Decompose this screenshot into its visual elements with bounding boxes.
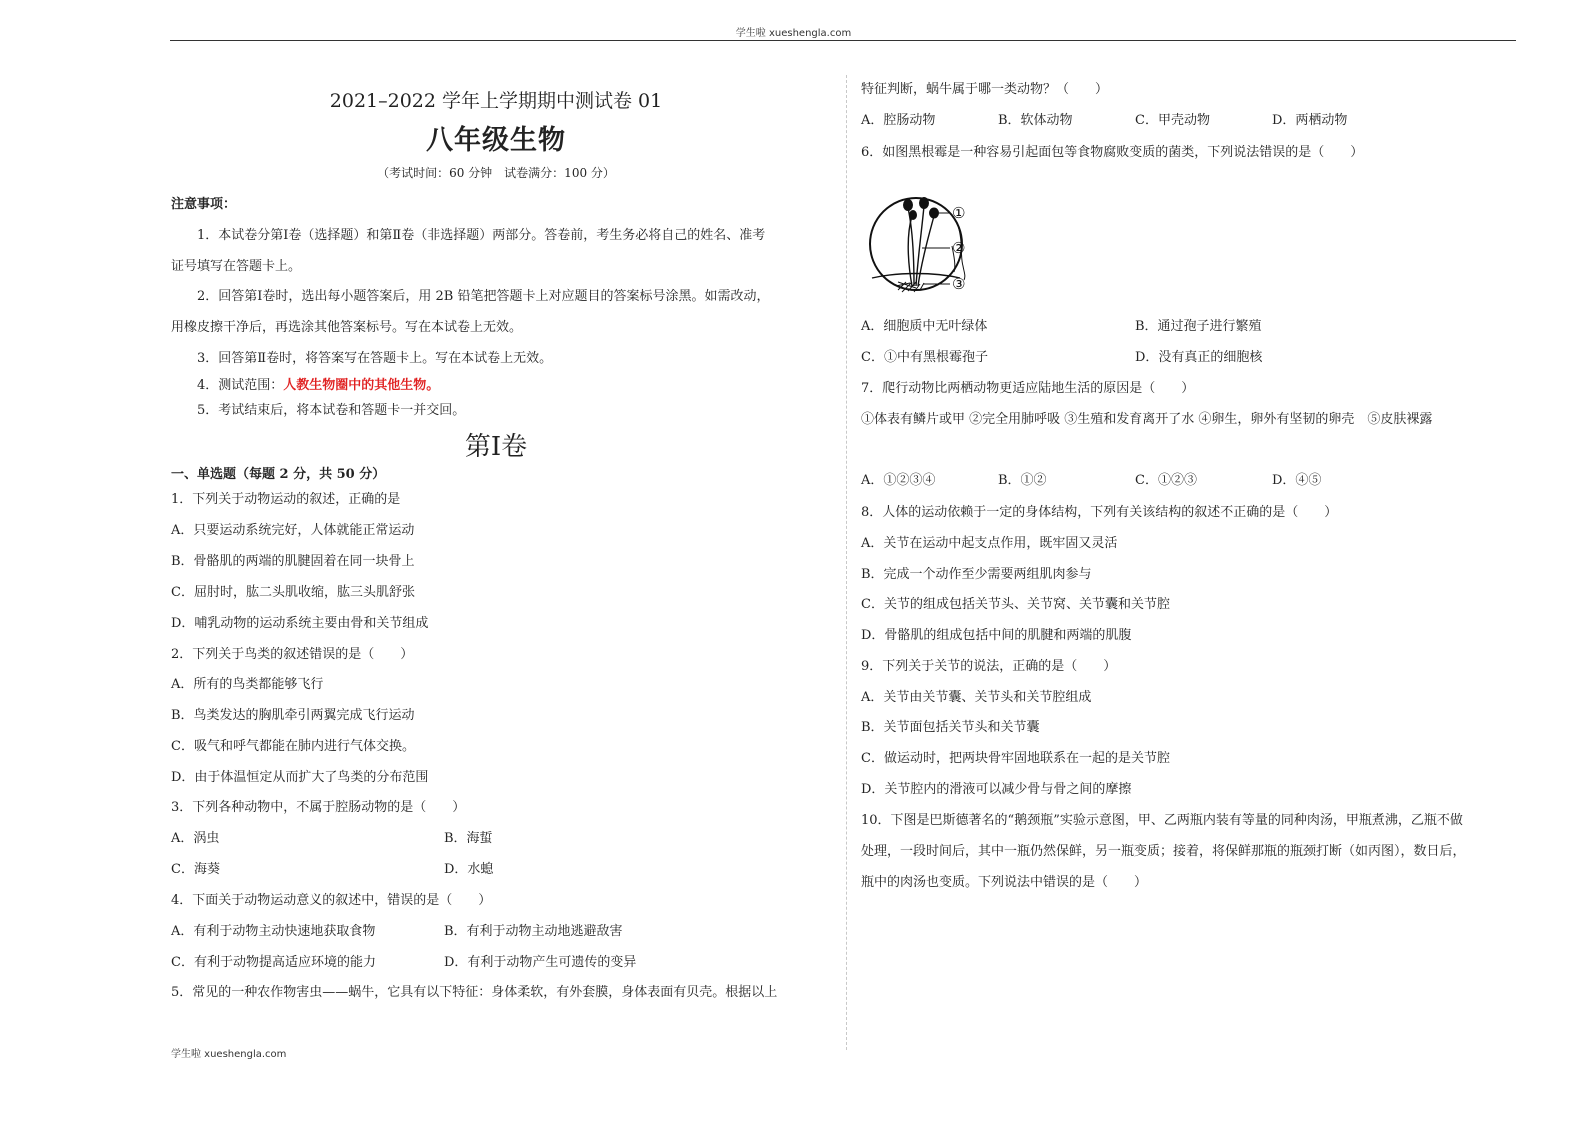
question-7-items: ①体表有鳞片或甲 ②完全用肺呼吸 ③生殖和发育离开了水 ④卵生，卵外有坚韧的卵壳 ⑤皮肤裸露 bbox=[861, 412, 1433, 427]
question-1-option-b: B．骨骼肌的两端的肌腱固着在同一块骨上 bbox=[171, 554, 415, 569]
paper-meta: （考试时间：60 分钟 试卷满分：100 分） bbox=[377, 166, 615, 180]
notes-heading: 注意事项： bbox=[171, 197, 237, 212]
volume-title: 第Ⅰ卷 bbox=[464, 432, 528, 462]
question-4-option-d: D．有利于动物产生可遗传的变异 bbox=[444, 955, 637, 970]
note-scope bbox=[197, 378, 439, 394]
question-1-stem: 1．下列关于动物运动的叙述，正确的是 bbox=[171, 492, 401, 507]
note-item: 5．考试结束后，将本试卷和答题卡一并交回。 bbox=[197, 403, 466, 418]
question-2-option-c: C．吸气和呼气都能在肺内进行气体交换。 bbox=[171, 739, 415, 754]
fig-label-2: ② bbox=[952, 239, 966, 257]
question-5-option-d: D．两栖动物 bbox=[1272, 113, 1348, 128]
question-5-option-b: B．软体动物 bbox=[998, 113, 1073, 128]
question-6-option-b: B．通过孢子进行繁殖 bbox=[1135, 319, 1262, 334]
question-4-option-a: A．有利于动物主动快速地获取食物 bbox=[171, 924, 376, 939]
question-2-option-d: D．由于体温恒定从而扩大了鸟类的分布范围 bbox=[171, 770, 429, 785]
question-2-stem: 2．下列关于鸟类的叙述错误的是（ ） bbox=[171, 647, 414, 662]
header-site: 学生啦 xueshengla.com bbox=[735, 28, 852, 39]
question-5-option-c: C．甲壳动物 bbox=[1135, 113, 1210, 128]
question-8-option-d: D．骨骼肌的组成包括中间的肌腱和两端的肌腹 bbox=[861, 628, 1132, 643]
fig-label-1: ① bbox=[952, 204, 966, 222]
question-3-option-a: A．涡虫 bbox=[171, 831, 220, 846]
question-7-option-b: B．①② bbox=[998, 473, 1047, 488]
question-8-option-c: C．关节的组成包括关节头、关节窝、关节囊和关节腔 bbox=[861, 597, 1170, 612]
rhizopus-diagram bbox=[868, 186, 993, 306]
note-item: 2．回答第Ⅰ卷时，选出每小题答案后，用 2B 铅笔把答题卡上对应题目的答案标号涂黑。如需改动， bbox=[197, 289, 770, 304]
question-8-stem: 8．人体的运动依赖于一定的身体结构，下列有关该结构的叙述不正确的是（ ） bbox=[861, 505, 1338, 520]
question-5-stem-cont: 特征判断，蜗牛属于哪一类动物？（ ） bbox=[861, 82, 1109, 97]
note-scope-label: 4．测试范围： bbox=[197, 378, 284, 393]
question-1-option-c: C．屈肘时，肱二头肌收缩，肱三头肌舒张 bbox=[171, 585, 415, 600]
question-7-stem: 7．爬行动物比两栖动物更适应陆地生活的原因是（ ） bbox=[861, 381, 1195, 396]
question-9-option-b: B．关节面包括关节头和关节囊 bbox=[861, 720, 1040, 735]
question-7-option-c: C．①②③ bbox=[1135, 473, 1197, 488]
paper-subject: 八年级生物 bbox=[426, 125, 566, 156]
column-divider bbox=[846, 75, 847, 1050]
question-4-option-b: B．有利于动物主动地逃避敌害 bbox=[444, 924, 623, 939]
question-9-option-c: C．做运动时，把两块骨牢固地联系在一起的是关节腔 bbox=[861, 751, 1170, 766]
question-6-option-d: D．没有真正的细胞核 bbox=[1135, 350, 1263, 365]
question-9-stem: 9．下列关于关节的说法，正确的是（ ） bbox=[861, 659, 1117, 674]
section-heading: 一、单选题（每题 2 分，共 50 分） bbox=[171, 467, 386, 482]
question-7-option-d: D．④⑤ bbox=[1272, 473, 1322, 488]
paper-title: 2021–2022 学年上学期期中测试卷 01 bbox=[329, 90, 663, 112]
question-10-stem-line2: 处理，一段时间后，其中一瓶仍然保鲜，另一瓶变质；接着，将保鲜那瓶的瓶颈打断（如丙图），数日后， bbox=[861, 844, 1466, 859]
question-10-stem: 10．下图是巴斯德著名的“鹅颈瓶”实验示意图，甲、乙两瓶内装有等量的同种肉汤，甲瓶煮沸，乙瓶不做 bbox=[861, 813, 1463, 828]
question-3-option-b: B．海蜇 bbox=[444, 831, 493, 846]
note-item: 3．回答第Ⅱ卷时，将答案写在答题卡上。写在本试卷上无效。 bbox=[197, 351, 553, 366]
question-6-stem: 6．如图黑根霉是一种容易引起面包等食物腐败变质的菌类，下列说法错误的是（ ） bbox=[861, 145, 1364, 160]
note-item: 用橡皮擦干净后，再选涂其他答案标号。写在本试卷上无效。 bbox=[171, 320, 523, 335]
note-scope-value: 人教生物圈中的其他生物。 bbox=[283, 378, 440, 393]
question-4-option-c: C．有利于动物提高适应环境的能力 bbox=[171, 955, 376, 970]
question-1-option-a: A．只要运动系统完好，人体就能正常运动 bbox=[171, 523, 415, 538]
question-4-stem: 4．下面关于动物运动意义的叙述中，错误的是（ ） bbox=[171, 893, 492, 908]
question-8-option-b: B．完成一个动作至少需要两组肌肉参与 bbox=[861, 567, 1092, 582]
question-6-option-a: A．细胞质中无叶绿体 bbox=[861, 319, 988, 334]
question-2-option-b: B．鸟类发达的胸肌牵引两翼完成飞行运动 bbox=[171, 708, 415, 723]
question-2-option-a: A．所有的鸟类都能够飞行 bbox=[171, 677, 324, 692]
question-5-option-a: A．腔肠动物 bbox=[861, 113, 936, 128]
question-6-option-c: C．①中有黑根霉孢子 bbox=[861, 350, 988, 365]
question-7-option-a: A．①②③④ bbox=[861, 473, 936, 488]
fig-label-3: ③ bbox=[952, 275, 966, 293]
question-10-stem-line3: 瓶中的肉汤也变质。下列说法中错误的是（ ） bbox=[861, 875, 1148, 890]
note-item: 1．本试卷分第Ⅰ卷（选择题）和第Ⅱ卷（非选择题）两部分。答卷前，考生务必将自己的姓名、准考 bbox=[197, 228, 766, 243]
rhizopus-figure bbox=[868, 186, 993, 310]
question-9-option-d: D．关节腔内的滑液可以减少骨与骨之间的摩擦 bbox=[861, 782, 1132, 797]
question-9-option-a: A．关节由关节囊、关节头和关节腔组成 bbox=[861, 690, 1092, 705]
question-1-option-d: D．哺乳动物的运动系统主要由骨和关节组成 bbox=[171, 616, 429, 631]
question-3-stem: 3．下列各种动物中，不属于腔肠动物的是（ ） bbox=[171, 800, 466, 815]
header-rule bbox=[170, 40, 1516, 41]
note-item: 证号填写在答题卡上。 bbox=[171, 259, 302, 274]
question-3-option-c: C．海葵 bbox=[171, 862, 220, 877]
question-3-option-d: D．水螅 bbox=[444, 862, 494, 877]
footer-site: 学生啦 xueshengla.com bbox=[171, 1049, 287, 1060]
question-5-stem: 5．常见的一种农作物害虫——蜗牛，它具有以下特征：身体柔软，有外套膜，身体表面有贝壳。根据以上 bbox=[171, 985, 778, 1000]
question-8-option-a: A．关节在运动中起支点作用，既牢固又灵活 bbox=[861, 536, 1118, 551]
